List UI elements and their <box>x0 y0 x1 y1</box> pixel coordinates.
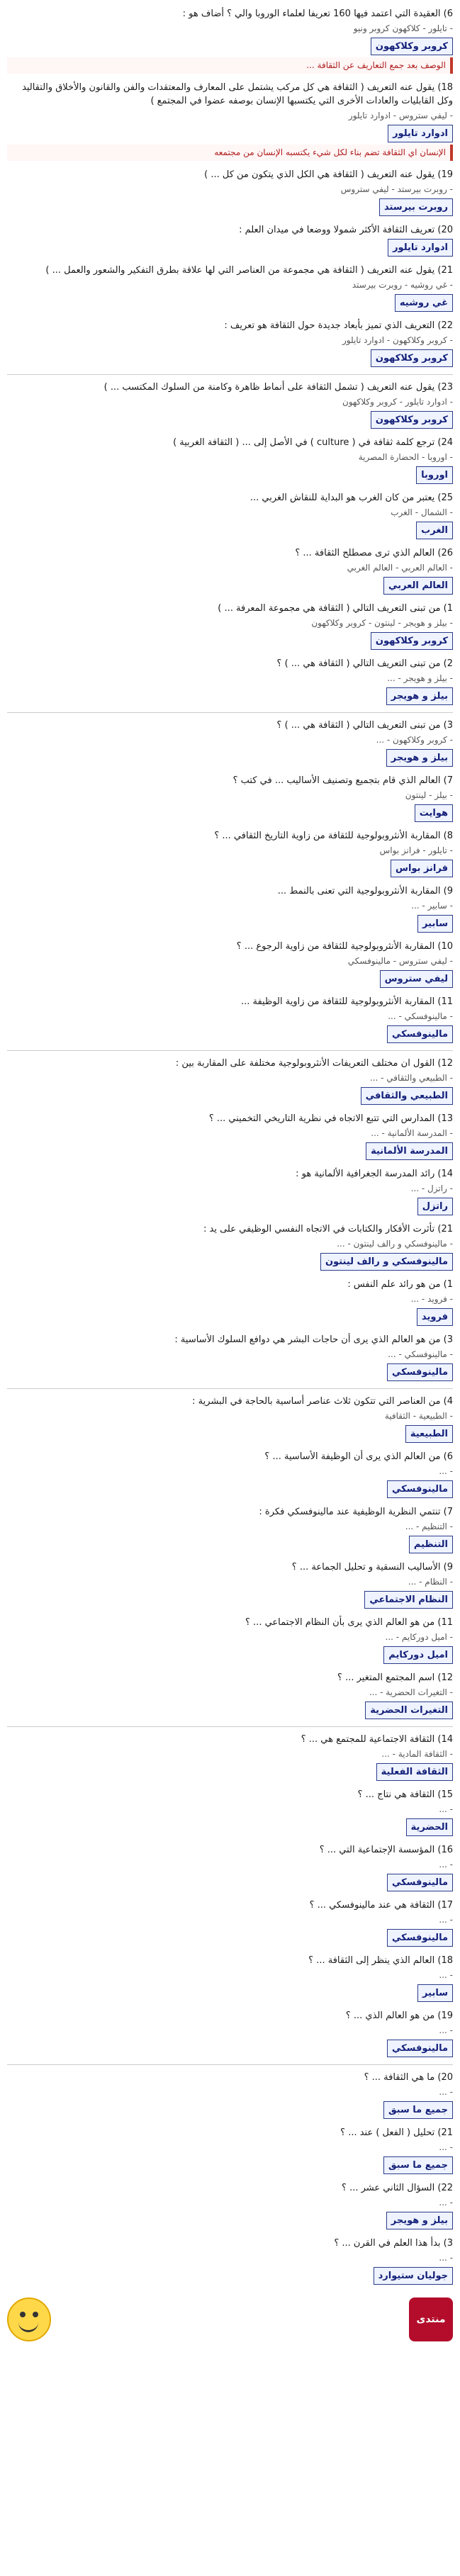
forum-logo: منتدى <box>409 2297 453 2341</box>
answer-box: بيلز و هويجر <box>386 2212 453 2229</box>
question-item <box>7 1671 453 1719</box>
question-item <box>7 1560 453 1609</box>
question-text: 3) بدأ هذا العلم في القرن ... ؟ <box>334 2238 453 2249</box>
answer-box: مالينوفسكي <box>387 1363 453 1381</box>
section-divider <box>7 712 453 713</box>
question-item <box>7 1057 453 1105</box>
answer-box: فرانز بواس <box>391 860 453 877</box>
question-text: 6) العقيدة التي اعتمد فيها 160 تعريفا لعلماء الوروبا والي ؟ أضاف هو : <box>182 9 453 19</box>
question-text: 26) العالم الذي ترى مصطلح الثقافة ... ؟ <box>295 548 453 558</box>
question-item <box>7 1167 453 1215</box>
question-item <box>7 546 453 595</box>
question-item <box>7 602 453 650</box>
question-list <box>7 7 453 2285</box>
question-item <box>7 2237 453 2285</box>
question-text: 12) القول ان مختلف التعريفات الأنثروبولوجية مختلفة على المقاربة بين : <box>175 1058 453 1069</box>
answer-box: جميع ما سبق <box>383 2101 453 2119</box>
answer-box: كروبر وكلاكهون <box>371 411 453 429</box>
answer-box: كروبر وكلاكهون <box>371 38 453 55</box>
question-item <box>7 436 453 484</box>
question-item <box>7 1954 453 2002</box>
answer-box: اميل دوركايم <box>383 1646 453 1664</box>
answer-box: مالينوفسكي <box>387 1929 453 1947</box>
question-text: 18) العالم الذي ينظر إلى الثقافة ... ؟ <box>308 1955 453 1966</box>
question-item <box>7 2126 453 2174</box>
question-options: - النظام - ... <box>408 1577 453 1587</box>
question-options: - غي روشيه - روبرت بيرستد <box>352 280 453 290</box>
question-options: - ليفي ستروس - مالينوفسكي <box>347 956 453 966</box>
question-options: - الشمال - الغرب <box>391 507 453 517</box>
section-divider <box>7 1050 453 1051</box>
answer-box: جوليان ستيوارد <box>374 2267 453 2285</box>
section-divider <box>7 1726 453 1727</box>
answer-box: بيلز و هويجر <box>386 687 453 705</box>
question-options: - تايلور - كلاكهون كروبر ونيو <box>353 23 453 33</box>
question-text: 9) الأساليب النسقية و تحليل الجماعة ... ؟ <box>291 1562 453 1573</box>
question-options: - ... <box>439 2142 453 2152</box>
answer-box: غي روشيه <box>395 294 453 312</box>
footer <box>7 2297 453 2341</box>
question-options: - تايلور - فرانز بواس <box>379 845 453 855</box>
question-text: 9) المقاربة الأنثروبولوجية التي تعنى بالنمط ... <box>277 886 453 896</box>
question-options: - مالينوفسكي - ... <box>388 1011 453 1021</box>
question-item <box>7 1899 453 1947</box>
question-item <box>7 381 453 429</box>
question-text: 11) من هو العالم الذي يرى بأن النظام الاجتماعي ... ؟ <box>245 1617 453 1628</box>
question-options: - العالم العربي - العالم الغربي <box>347 563 453 573</box>
question-item <box>7 2071 453 2119</box>
question-options: - سابير - ... <box>411 901 453 911</box>
question-text: 19) من هو العالم الذي ... ؟ <box>345 2010 453 2021</box>
question-options: - التنظيم - ... <box>405 1522 453 1531</box>
question-item <box>7 1333 453 1381</box>
answer-box: الطبيعية <box>405 1425 453 1443</box>
question-item <box>7 319 453 367</box>
question-item <box>7 1616 453 1664</box>
question-options: - الثقافة المادية - ... <box>381 1749 453 1759</box>
question-text: 3) من تبنى التعريف التالي ( الثقافة هي ... ) ؟ <box>276 720 453 731</box>
question-text: 12) اسم المجتمع المتغير ... ؟ <box>337 1672 453 1683</box>
answer-box: التغيرات الحضرية <box>365 1702 453 1719</box>
answer-box: مالينوفسكي <box>387 1874 453 1891</box>
section-divider <box>7 1388 453 1389</box>
question-options: - مالينوفسكي - ... <box>388 1349 453 1359</box>
question-options: - ليفي ستروس - ادوارد تايلور <box>348 111 453 120</box>
question-item <box>7 264 453 312</box>
answer-box: ادوارد تايلور <box>388 125 453 142</box>
question-text: 6) من العالم الذي يرى أن الوظيفة الأساسية ... ؟ <box>264 1451 453 1462</box>
question-item <box>7 829 453 877</box>
question-text: 19) يقول عنه التعريف ( الثقافة هي الكل الذي يتكون من كل ... ) <box>204 169 453 180</box>
question-options: - بيلز و هويجر - ... <box>387 673 453 683</box>
answer-box: ادوارد تايلور <box>388 239 453 257</box>
answer-box: المدرسة الألمانية <box>366 1142 453 1160</box>
question-text: 8) المقاربة الأنثروبولوجية للثقافة من زاوية التاريخ الثقافي ... ؟ <box>214 831 453 841</box>
question-text: 21) يقول عنه التعريف ( الثقافة هي مجموعة من العناصر التي لها علاقة بطرق التفكير والشعور والعمل ... ) <box>45 265 453 276</box>
question-options: - ... <box>439 2025 453 2035</box>
answer-box: العالم العربي <box>383 577 453 595</box>
question-item <box>7 1395 453 1443</box>
question-text: 16) المؤسسة الإجتماعية التي ... ؟ <box>319 1845 453 1855</box>
question-text: 1) من تبنى التعريف التالي ( الثقافة هي مجموعة المعرفة ... ) <box>218 603 453 614</box>
question-item <box>7 995 453 1043</box>
question-item <box>7 719 453 767</box>
question-text: 7) العالم الذي قام بتجميع وتصنيف الأساليب ... في كتب ؟ <box>232 775 453 786</box>
question-options: - اوروبا - الحضارة المصرية <box>358 452 453 462</box>
question-text: 11) المقاربة الأنثروبولوجية للثقافة من زاوية الوظيفة ... <box>240 996 453 1007</box>
question-item <box>7 1450 453 1498</box>
answer-box: جميع ما سبق <box>383 2156 453 2174</box>
answer-box: الحضرية <box>406 1818 453 1836</box>
answer-box: النظام الاجتماعي <box>364 1591 453 1609</box>
question-text: 20) ما هي الثقافة ... ؟ <box>364 2072 453 2083</box>
question-text: 3) من هو العالم الذي يرى أن حاجات البشر هي دوافع السلوك الأساسية : <box>174 1334 453 1345</box>
question-item <box>7 1843 453 1891</box>
answer-box: مالينوفسكي <box>387 1480 453 1498</box>
answer-box: سابير <box>417 915 453 933</box>
question-options: - روبرت بيرستد - ليفي ستروس <box>340 184 453 194</box>
question-text: 18) يقول عنه التعريف ( الثقافة هي كل مركب يشتمل على المعارف والمعتقدات والفن والقانون والأخلاق والتقاليد وكل القابليات والعادات الأخرى التي يكتسبها الإنسان بوصفه عضوا في المجتمع ) <box>22 82 453 106</box>
answer-box: ليفي ستروس <box>380 970 453 988</box>
question-options: - الطبيعية - الثقافية <box>384 1411 453 1421</box>
question-item <box>7 2181 453 2229</box>
question-options: - كروبر وكلاكهون - ادوارد تايلور <box>342 335 453 345</box>
question-item <box>7 2009 453 2057</box>
answer-box: اوروبا <box>416 466 453 484</box>
question-options: - التغيرات الحضرية - ... <box>369 1687 453 1697</box>
question-options: - بيلز و هويجر - لينتون - كروبر وكلاكهون <box>311 618 453 628</box>
question-options: - الطبيعي والثقافي - ... <box>369 1073 453 1083</box>
question-text: 20) تعريف الثقافة الأكثر شمولا ووضعا في ميدان العلم : <box>239 225 453 235</box>
answer-box: الغرب <box>416 522 453 539</box>
question-options: - ... <box>439 2253 453 2263</box>
question-options: - ... <box>439 1970 453 1980</box>
answer-box: سابير <box>417 1984 453 2002</box>
question-options: - ... <box>439 2198 453 2207</box>
question-text: 24) ترجع كلمة ثقافة في ( culture ) في الأصل إلى ... ( الثقافة الغربية ) <box>173 437 453 448</box>
question-text: 14) الثقافة الاجتماعية للمجتمع هي ... ؟ <box>301 1734 453 1745</box>
smiley-icon <box>7 2297 51 2341</box>
explanation-note: الوصف بعد جمع التعاريف عن الثقافة ... <box>7 57 453 74</box>
question-item <box>7 774 453 822</box>
answer-box: مالينوفسكي <box>387 2040 453 2057</box>
question-text: 14) رائد المدرسة الجغرافية الألمانية هو : <box>296 1169 453 1179</box>
question-text: 13) المدارس التي تتبع الاتجاه في نظرية التاريخي التخميني ... ؟ <box>208 1113 453 1124</box>
answer-box: مالينوفسكي و رالف لينتون <box>320 1253 453 1271</box>
question-item <box>7 1278 453 1326</box>
question-options: - راتزل - ... <box>410 1183 453 1193</box>
question-item <box>7 223 453 257</box>
question-options: - مالينوفسكي و رالف لينتون - ... <box>337 1239 453 1249</box>
question-item <box>7 1788 453 1836</box>
question-item <box>7 1733 453 1781</box>
question-item <box>7 657 453 705</box>
question-text: 25) يعتبر من كان الغرب هو البداية للنقاش الغربي ... <box>249 493 453 503</box>
question-options: - كروبر وكلاكهون - ... <box>376 735 453 745</box>
answer-box: كروبر وكلاكهون <box>371 632 453 650</box>
question-text: 2) من تبنى التعريف التالي ( الثقافة هي ... ) ؟ <box>276 658 453 669</box>
answer-box: كروبر وكلاكهون <box>371 349 453 367</box>
question-text: 21) تحليل ( الفعل ) عند ... ؟ <box>340 2127 453 2138</box>
answer-box: فرويد <box>417 1308 453 1326</box>
question-options: - فرويد - ... <box>410 1294 453 1304</box>
question-item <box>7 940 453 988</box>
question-text: 1) من هو رائد علم النفس : <box>347 1279 453 1290</box>
question-text: 23) يقول عنه التعريف ( تشمل الثقافة على أنماط ظاهرة وكامنة من السلوك المكتسب ... ) <box>103 382 453 393</box>
answer-box: بيلز و هويجر <box>386 749 453 767</box>
question-item <box>7 1112 453 1160</box>
question-options: - ... <box>439 1915 453 1925</box>
question-text: 21) تأثرت الأفكار والكتابات في الاتجاه النفسي الوظيفي على يد : <box>203 1224 453 1234</box>
question-item <box>7 884 453 933</box>
question-options: - ... <box>439 1466 453 1476</box>
answer-box: هوايت <box>415 804 453 822</box>
question-text: 22) السؤال الثاني عشر ... ؟ <box>342 2183 453 2193</box>
answer-box: روبرت بيرستد <box>379 198 453 216</box>
question-text: 4) من العناصر التي تتكون ثلاث عناصر أساسية بالحاجة في البشرية : <box>192 1396 453 1407</box>
question-item <box>7 491 453 539</box>
section-divider <box>7 2064 453 2065</box>
question-options: - ... <box>439 2087 453 2097</box>
question-item <box>7 1505 453 1553</box>
question-text: 17) الثقافة هي عند مالينوفسكي ... ؟ <box>309 1900 453 1911</box>
question-item <box>7 168 453 216</box>
question-options: - المدرسة الألمانية - ... <box>371 1128 453 1138</box>
question-options: - بيلز - لينتون <box>405 790 453 800</box>
question-item <box>7 1222 453 1271</box>
answer-box: التنظيم <box>409 1536 453 1553</box>
answer-box: مالينوفسكي <box>387 1025 453 1043</box>
question-item <box>7 7 453 74</box>
question-options: - ... <box>439 1860 453 1869</box>
question-options: - ... <box>439 1804 453 1814</box>
answer-box: راتزل <box>417 1198 453 1215</box>
question-text: 10) المقاربة الأنثروبولوجية للثقافة من زاوية الرجوع ... ؟ <box>236 941 453 952</box>
question-text: 22) التعريف الذي تميز بأبعاد جديدة حول الثقافة هو تعريف : <box>224 320 453 331</box>
question-text: 7) تنتمي النظرية الوظيفية عند مالينوفسكي فكرة : <box>259 1507 453 1517</box>
answer-box: الثقافة الفعلية <box>376 1763 453 1781</box>
question-options: - ادوارد تايلور - كروبر وكلاكهون <box>342 397 453 407</box>
qa-document <box>7 7 453 2562</box>
section-divider <box>7 374 453 375</box>
explanation-note: الإنسان اي الثقافة تضم بناء لكل شيء يكتسبه الإنسان من مجتمعه <box>7 145 453 161</box>
question-item <box>7 81 453 161</box>
answer-box: الطبيعي والثقافي <box>361 1087 453 1105</box>
question-options: - اميل دوركايم - ... <box>385 1632 453 1642</box>
question-text: 15) الثقافة هي نتاج ... ؟ <box>357 1789 453 1800</box>
